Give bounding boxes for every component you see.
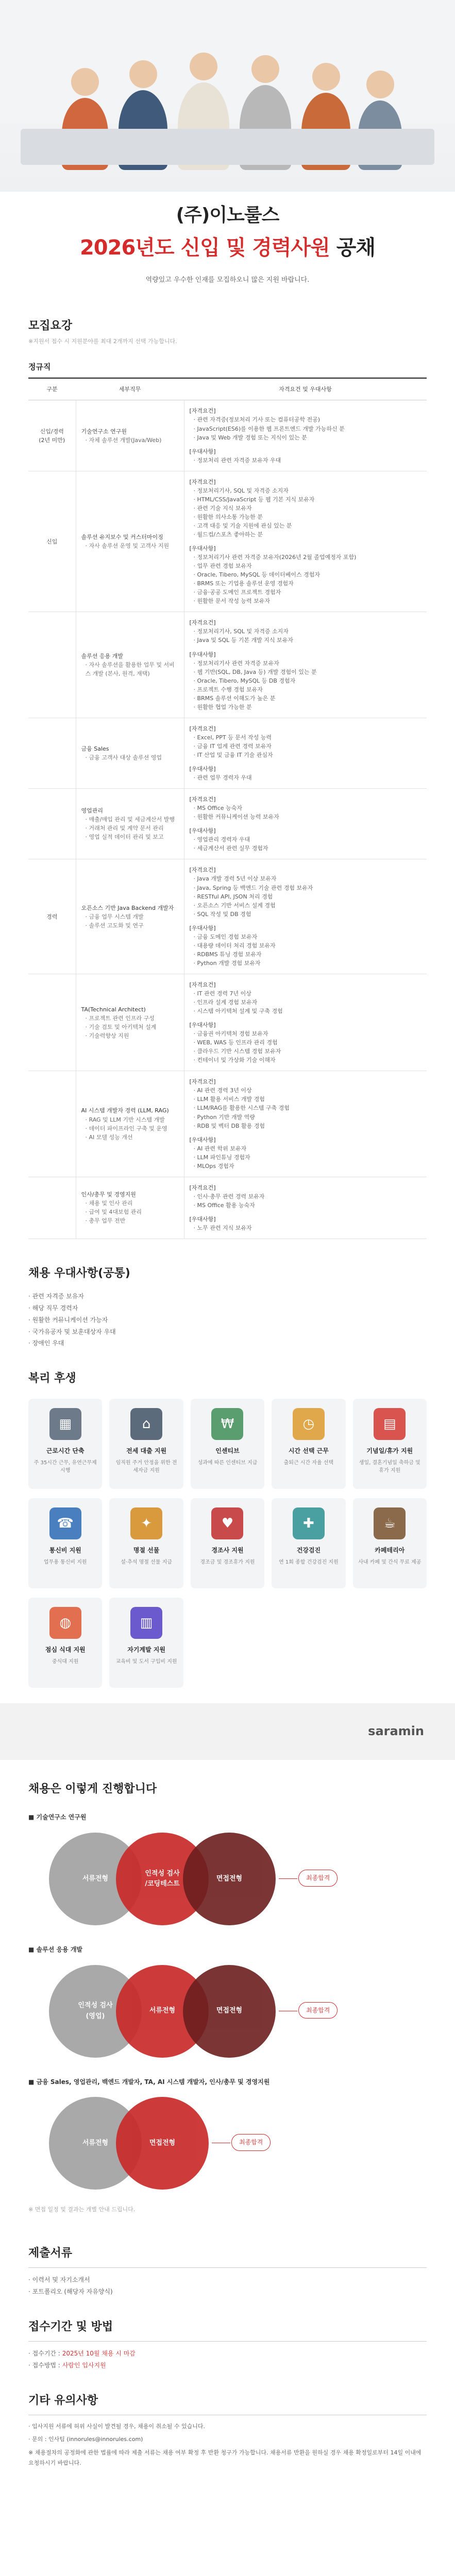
qualification-item: · 대용량 데이터 처리 경험 보유자	[193, 942, 276, 949]
qualification-item: · 시스템 아키텍처 설계 및 구축 경험	[193, 1008, 283, 1015]
benefit-card	[353, 1498, 427, 1588]
period-label: · 접수기간 :	[28, 2349, 60, 2357]
arrow-line	[279, 1878, 297, 1879]
apply-item	[28, 2360, 427, 2371]
qualification-item: · MS Office 활용 능숙자	[193, 1201, 255, 1209]
food-icon: ◍	[49, 1607, 81, 1639]
hero-title-red: 2026년도 신입 및 경력사원	[79, 235, 330, 260]
benefit-card	[191, 1399, 264, 1489]
role-cell	[76, 718, 184, 788]
qualification-cell	[184, 718, 427, 788]
documents-section	[0, 2245, 455, 2298]
qualification-item: · Python 기반 개발 역량	[193, 1113, 255, 1121]
benefit-desc: 성과에 따른 인센티브 지급	[197, 1460, 258, 1466]
qualification-item: · 오픈소스 기반 서비스 설계 경험	[193, 902, 276, 909]
section-title: 모집요강	[28, 319, 73, 332]
qualification-group	[190, 544, 422, 605]
hero-illustration	[0, 0, 455, 192]
benefit-desc: 주 35시간 근무, 유연근무제 시행	[33, 1460, 97, 1473]
benefit-card	[28, 1598, 102, 1688]
preference-list	[28, 1291, 427, 1349]
heart-icon: ♥	[211, 1507, 243, 1539]
table-row	[28, 471, 427, 612]
qualification-item: · 영업관리 경력자 우대	[193, 836, 250, 843]
qualification-group	[190, 924, 422, 968]
benefit-title: 전세 대출 지원	[126, 1447, 167, 1455]
qualification-item: · Java, Spring 등 백엔드 기술 관련 경험 보유자	[193, 884, 313, 891]
benefit-desc: 임직원 주거 안정을 위한 전세자금 지원	[115, 1460, 177, 1473]
etc-note: ※ 채용절차의 공정화에 관한 법률에 따라 제출 서류는 채용 여부 확정 후 반환 청구가 가능합니다. 채용서류 반환을 원하실 경우 채용 확정일로부터 14일 이내에 요청하시기 바랍니다.	[28, 2449, 422, 2466]
recruit-section	[0, 317, 455, 1239]
process-step: 인적성 검사 /코딩테스트	[116, 1833, 209, 1925]
qualification-heading: [우대사항]	[189, 766, 216, 773]
qualification-cell	[184, 1071, 427, 1177]
qualification-group	[190, 1215, 422, 1232]
benefits-section	[0, 1370, 455, 1688]
preference-item: · 장애인 우대	[28, 1340, 64, 1347]
etc-note: · 입사지원 서류에 허위 사실이 발견될 경우, 채용이 취소될 수 있습니다.	[28, 2422, 205, 2430]
role-cell	[76, 859, 184, 974]
qualification-item: · 컨테이너 및 가상화 기술 이해자	[193, 1057, 276, 1064]
saramin-band	[0, 1703, 455, 1760]
meeting-table	[21, 129, 434, 165]
qualification-item: · 정보처리기사, SQL 및 자격증 소지자	[193, 628, 289, 635]
calendar-icon: ▤	[374, 1408, 406, 1440]
benefit-desc: 연 1회 종합 건강검진 지원	[279, 1559, 339, 1565]
qualification-item: · RDBMS 튜닝 경험 보유자	[193, 951, 262, 958]
role-name: 솔루션 응용 개발	[81, 653, 123, 660]
qualification-heading: [자격요건]	[189, 1184, 216, 1191]
role-detail: · 금융 고객사 대상 솔루션 영업	[85, 754, 162, 761]
benefit-card	[109, 1498, 183, 1588]
benefit-title: 경조사 지원	[211, 1547, 244, 1554]
table-header: 세부직무	[76, 378, 184, 400]
qualification-item: · Java 및 Web 개발 경험 또는 지식이 있는 분	[193, 434, 307, 441]
role-cell	[76, 400, 184, 471]
document-item: · 포트폴리오 (해당자 자유양식)	[28, 2288, 113, 2296]
qualification-item: · Oracle, Tibero, MySQL 등 데이터베이스 경험자	[193, 571, 320, 579]
table-row	[28, 789, 427, 859]
qualification-item: · Excel, PPT 등 문서 작성 능력	[193, 734, 272, 741]
role-cell	[76, 1071, 184, 1177]
table-header: 구분	[28, 378, 76, 400]
period-item	[28, 2348, 427, 2360]
qualification-item: · 월드컵/스포츠 좋아하는 분	[193, 531, 263, 538]
preference-item: · 원활한 커뮤니케이션 가능자	[28, 1316, 108, 1324]
qualification-group	[190, 1136, 422, 1171]
benefit-card	[353, 1399, 427, 1489]
benefit-desc: 출퇴근 시간 자율 선택	[283, 1460, 334, 1466]
role-name: 기술연구소 연구원	[81, 428, 127, 435]
qualification-item: · RESTful API, JSON 처리 경험	[193, 893, 273, 900]
section-title: 채용은 이렇게 진행합니다	[28, 1783, 157, 1796]
qualification-item: · 정보처리기사, SQL 및 자격증 소지자	[193, 487, 289, 494]
period-value: 2025년 10월 채용 시 마감	[62, 2349, 136, 2357]
qualification-item: · 정보처리기사 관련 자격증 보유자	[193, 659, 279, 667]
qualification-item: · JavaScript(ES6)를 이용한 웹 프론트엔드 개발 가능하신 분	[193, 425, 345, 432]
qualification-group	[190, 1077, 422, 1130]
flow-label: ■ 금융 Sales, 영업관리, 백엔드 개발자, TA, AI 시스템 개발자, 인사/총무 및 경영지원	[28, 2078, 270, 2086]
qualification-item: · WEB, WAS 등 인프라 관리 경험	[193, 1039, 278, 1046]
employment-type: 정규직	[28, 361, 427, 378]
requirements-table	[28, 378, 427, 1239]
benefit-card	[272, 1498, 345, 1588]
preference-item: · 해당 직무 경력자	[28, 1304, 78, 1312]
qualification-item: · Oracle, Tibero, MySQL 등 DB 경험자	[193, 677, 296, 684]
category-cell	[28, 1177, 76, 1239]
flow-label: ■ 기술연구소 연구원	[28, 1814, 87, 1821]
benefit-desc: 사내 카페 및 간식 무료 제공	[358, 1559, 422, 1565]
qualification-item: · AI 관련 학위 보유자	[193, 1145, 247, 1152]
qualification-heading: [자격요건]	[189, 725, 216, 732]
process-step: 면접전형	[116, 2097, 209, 2190]
category-cell: 신입	[28, 471, 76, 612]
flow-label: ■ 솔루션 응용 개발	[28, 1945, 83, 1953]
preference-section	[0, 1265, 455, 1349]
qualification-heading: [우대사항]	[189, 827, 216, 835]
qualification-item: · RDB 및 벡터 DB 활용 경험	[193, 1122, 265, 1129]
qualification-heading: [우대사항]	[189, 1022, 216, 1029]
period-section	[0, 2318, 455, 2371]
benefit-title: 카페테리아	[375, 1547, 405, 1554]
qualification-group	[190, 478, 422, 539]
apply-label: · 접수방법 :	[28, 2361, 60, 2369]
qualification-item: · 인프라 설계 경험 보유자	[193, 999, 258, 1006]
final-pass-badge: 최종합격	[298, 1870, 338, 1887]
benefit-card	[28, 1498, 102, 1588]
hero-title	[31, 232, 424, 264]
document-item: · 이력서 및 자기소개서	[28, 2276, 90, 2284]
benefit-grid	[28, 1399, 427, 1688]
qualification-cell	[184, 974, 427, 1071]
qualification-item: · 노무 관련 지식 보유자	[193, 1225, 252, 1231]
qualification-item: · 금융 도메인 경험 보유자	[193, 933, 258, 940]
benefit-desc: 교육비 및 도서 구입비 지원	[115, 1658, 177, 1665]
qualification-item: · Java 및 SQL 등 기본 개발 지식 보유자	[193, 637, 293, 644]
qualification-item: · 원활한 협업 가능한 분	[193, 703, 252, 710]
benefit-title: 건강검진	[296, 1547, 321, 1554]
category-cell: 신입/경력 (2년 미만)	[28, 400, 76, 471]
medical-icon: ✚	[293, 1507, 325, 1539]
qualification-item: · 정보처리 관련 자격증 보유자 우대	[193, 456, 281, 464]
qualification-item: · LLM 활용 서비스 개발 경험	[193, 1096, 265, 1103]
table-header-row	[28, 378, 427, 400]
qualification-item: · 웹 기반(SQL, DB, Java 등) 개발 경험이 있는 분	[193, 668, 317, 675]
qualification-item: · 프로젝트 수행 경험 보유자	[193, 686, 263, 693]
qualification-group	[190, 866, 422, 918]
company-name: (주)이노룰스	[176, 205, 279, 226]
qualification-group	[190, 795, 422, 821]
table-row	[28, 718, 427, 788]
qualification-item: · 관련 자격증(정보처리 기사 또는 컴퓨터공학 전공)	[193, 416, 321, 423]
qualification-item: · 관련 업무 경력자 우대	[193, 774, 252, 782]
role-detail: · 금융 업무 시스템 개발 · 솔루션 고도화 및 연구	[85, 913, 144, 929]
qualification-group	[190, 650, 422, 711]
hero-subtitle: 역량있고 우수한 인재를 모집하오니 많은 지원 바랍니다.	[145, 276, 310, 284]
qualification-item: · 업무 관련 경험 보유자	[193, 563, 252, 570]
qualification-item: · IT 산업 및 금융 IT 기술 관심자	[193, 751, 273, 758]
section-title: 제출서류	[28, 2247, 73, 2260]
benefit-title: 시간 선택 근무	[288, 1447, 329, 1455]
category-cell	[28, 718, 76, 788]
process-flow	[28, 1827, 427, 1930]
qualification-item: · 세금계산서 관련 실무 경험자	[193, 845, 268, 852]
process-note: ※ 면접 일정 및 결과는 개별 안내 드립니다.	[28, 2206, 136, 2213]
qualification-item: · Java 개발 경력 5년 이상 보유자	[193, 875, 277, 883]
house-icon: ⌂	[130, 1408, 162, 1440]
qualification-cell	[184, 612, 427, 718]
final-pass-badge: 최종합격	[298, 2002, 338, 2019]
qualification-heading: [우대사항]	[189, 448, 216, 455]
qualification-heading: [우대사항]	[189, 1136, 216, 1143]
benefit-desc: 업무용 통신비 지원	[43, 1559, 87, 1565]
role-name: AI 시스템 개발자 경력 (LLM, RAG)	[81, 1107, 169, 1114]
divider	[28, 2341, 427, 2342]
role-cell	[76, 974, 184, 1071]
benefit-title: 통신비 지원	[49, 1547, 81, 1554]
qualification-heading: [자격요건]	[189, 867, 216, 874]
role-name: 금융 Sales	[81, 745, 109, 752]
process-step: 서류전형	[116, 1965, 209, 2058]
role-detail: · 자사 솔루션을 활용한 업무 및 서비스 개발 (본사, 원격, 재택)	[85, 662, 175, 677]
hero-text	[31, 201, 424, 285]
category-cell: 경력	[28, 859, 76, 974]
role-name: 오픈소스 기반 Java Backend 개발자	[81, 904, 174, 911]
benefit-card	[109, 1598, 183, 1688]
qualification-item: · MS Office 능숙자	[193, 805, 242, 812]
process-flows	[28, 1812, 427, 2195]
role-detail: · 채용 및 인사 관리 · 급여 및 4대보험 관리 · 총무 업무 전반	[85, 1200, 142, 1225]
phone-icon: ☎	[49, 1507, 81, 1539]
qualification-cell	[184, 1177, 427, 1239]
qualification-heading: [자격요건]	[189, 478, 216, 485]
table-row	[28, 1177, 427, 1239]
qualification-group	[190, 618, 422, 645]
qualification-item: · 금융 IT 업계 관련 경력 보유자	[193, 742, 272, 750]
role-name: TA(Technical Architect)	[81, 1006, 146, 1013]
section-title: 접수기간 및 방법	[28, 2320, 113, 2333]
qualification-heading: [우대사항]	[189, 1215, 216, 1223]
qualification-group	[190, 1021, 422, 1064]
role-detail: · RAG 및 LLM 기반 시스템 개발 · 데이터 파이프라인 구축 및 운영 · AI 모델 성능 개선	[85, 1116, 167, 1141]
benefit-title: 인센티브	[215, 1447, 240, 1455]
qualification-item: · 금융·공공 도메인 프로젝트 경험자	[193, 589, 281, 596]
final-pass-badge: 최종합격	[231, 2134, 271, 2151]
benefit-card	[109, 1399, 183, 1489]
qualification-item: · BRMS 솔루션 이해도가 높은 분	[193, 694, 276, 702]
process-section	[0, 1781, 455, 2214]
benefit-desc: 생일, 결혼기념일 축하금 및 휴가 지원	[359, 1460, 420, 1473]
preference-item: · 관련 자격증 보유자	[28, 1293, 84, 1300]
category-cell	[28, 1071, 76, 1177]
etc-section	[0, 2392, 455, 2502]
qualification-cell	[184, 859, 427, 974]
qualification-group	[190, 406, 422, 442]
role-detail: · 매출/매입 관리 및 세금계산서 발행 · 거래처 관리 및 계약 문서 관리 · 영업 실적 데이터 관리 및 보고	[85, 816, 175, 841]
qualification-item: · 클라우드 기반 시스템 경험 보유자	[193, 1048, 281, 1055]
process-step: 면접전형	[183, 1833, 276, 1925]
section-note: ※지원서 접수 시 지원분야를 최대 2개까지 선택 가능합니다.	[28, 338, 177, 345]
qualification-cell	[184, 471, 427, 612]
process-step: 서류전형	[49, 2097, 142, 2190]
qualification-heading: [우대사항]	[189, 651, 216, 658]
coffee-icon: ☕	[374, 1507, 406, 1539]
benefit-card	[28, 1399, 102, 1489]
qualification-item: · 관련 기술 지식 보유자	[193, 504, 252, 512]
role-detail: · 자사 솔루션 운영 및 고객사 지원	[85, 543, 170, 550]
qualification-group	[190, 980, 422, 1015]
table-header: 자격요건 및 우대사항	[184, 378, 427, 400]
qualification-heading: [자격요건]	[189, 981, 216, 988]
process-step: 면접전형	[183, 1965, 276, 2058]
benefit-card	[272, 1399, 345, 1489]
qualification-item: · HTML/CSS/JavaScript 등 웹 기본 지식 보유자	[193, 496, 315, 503]
qualification-item: · 고객 대응 및 기술 지원에 관심 있는 분	[193, 522, 292, 529]
qualification-item: · 원활한 의사소통 가능한 분	[193, 513, 263, 520]
book-icon: ▥	[130, 1607, 162, 1639]
table-row	[28, 974, 427, 1071]
preference-item: · 국가유공자 및 보훈대상자 우대	[28, 1328, 116, 1335]
process-step: 인적성 검사 (영업)	[49, 1965, 142, 2058]
hero-title-plain: 공채	[336, 235, 376, 260]
apply-link[interactable]: 사람인 입사지원	[62, 2361, 106, 2369]
qualification-cell	[184, 400, 427, 471]
benefit-title: 점심 식대 지원	[45, 1646, 86, 1654]
benefit-title: 명절 선물	[133, 1547, 160, 1554]
section-title: 복리 후생	[28, 1372, 76, 1385]
gift-icon: ✦	[130, 1507, 162, 1539]
role-detail: · 자체 솔루션 개발(Java/Web)	[85, 436, 162, 444]
category-cell	[28, 789, 76, 859]
qualification-group	[190, 826, 422, 853]
table-row	[28, 1071, 427, 1177]
table-row	[28, 400, 427, 471]
role-detail: · 프로젝트 관련 인프라 구성 · 기술 검토 및 아키텍처 설계 · 기술력향상 지원	[85, 1014, 157, 1039]
hero-banner	[0, 0, 455, 309]
qualification-heading: [우대사항]	[189, 924, 216, 931]
qualification-heading: [자격요건]	[189, 796, 216, 803]
section-title: 기타 유의사항	[28, 2394, 98, 2407]
role-name: 솔루션 유지보수 및 커스터마이징	[81, 534, 163, 540]
table-row	[28, 859, 427, 974]
benefit-desc: 경조금 및 경조휴가 지원	[200, 1559, 255, 1565]
qualification-heading: [자격요건]	[189, 619, 216, 626]
role-cell	[76, 471, 184, 612]
qualification-heading: [자격요건]	[189, 408, 216, 415]
qualification-item: · 원활한 커뮤니케이션 능력 보유자	[193, 814, 279, 821]
qualification-item: · LLM/RAG를 활용한 시스템 구축 경험	[193, 1105, 290, 1112]
qualification-item: · SQL 작성 및 DB 경험	[193, 910, 251, 918]
qualification-group	[190, 447, 422, 465]
role-name: 영업관리	[81, 807, 104, 815]
qualification-item: · 금융권 아키텍처 경험 보유자	[193, 1030, 268, 1038]
clock-icon: ◷	[293, 1408, 325, 1440]
process-flow	[28, 1960, 427, 2063]
benefit-desc: 중식대 지원	[52, 1658, 79, 1665]
qualification-item: · 정보처리기사 관련 자격증 보유자(2026년 2월 졸업예정자 포함)	[193, 554, 357, 561]
section-title: 채용 우대사항(공통)	[28, 1267, 130, 1280]
building-icon: ▦	[49, 1408, 81, 1440]
qualification-item: · IT 관련 경력 7년 이상	[193, 990, 251, 997]
qualification-item: · LLM 파인튜닝 경험자	[193, 1154, 250, 1161]
role-cell	[76, 1177, 184, 1239]
category-cell	[28, 612, 76, 718]
divider	[28, 2267, 427, 2268]
qualification-item: · AI 관련 경력 3년 이상	[193, 1087, 252, 1094]
qualification-item: · 원활한 문서 작성 능력 보유자	[193, 598, 270, 605]
benefit-title: 자기계발 지원	[127, 1646, 165, 1654]
role-cell	[76, 789, 184, 859]
benefit-card	[191, 1498, 264, 1588]
qualification-heading: [우대사항]	[189, 545, 216, 552]
qualification-item: · Python 개발 경험 보유자	[193, 959, 261, 967]
qualification-cell	[184, 789, 427, 859]
process-flow	[28, 2092, 427, 2195]
role-cell	[76, 612, 184, 718]
etc-note: · 문의 : 인사팀 (innorules@innorules.com)	[28, 2436, 143, 2443]
qualification-heading: [자격요건]	[189, 1078, 216, 1086]
qualification-group	[190, 724, 422, 759]
qualification-item: · BRMS 또는 기업용 솔루션 운영 경험자	[193, 580, 294, 587]
qualification-group	[190, 1183, 422, 1210]
qualification-group	[190, 765, 422, 782]
qualification-item: · 인사·총무 관련 경력 보유자	[193, 1193, 265, 1200]
role-name: 인사/총무 및 경영지원	[81, 1191, 136, 1198]
requirements-body	[28, 400, 427, 1239]
table-row	[28, 612, 427, 718]
process-step: 서류전형	[49, 1833, 142, 1925]
category-cell	[28, 974, 76, 1071]
saramin-logo: saramin	[368, 1724, 424, 1739]
qualification-item: · MLOps 경험자	[193, 1162, 234, 1170]
money-icon: ₩	[211, 1408, 243, 1440]
benefit-desc: 설·추석 명절 선물 지급	[121, 1559, 172, 1565]
benefit-title: 기념일/휴가 지원	[366, 1447, 413, 1455]
benefit-title: 근로시간 단축	[46, 1447, 85, 1455]
